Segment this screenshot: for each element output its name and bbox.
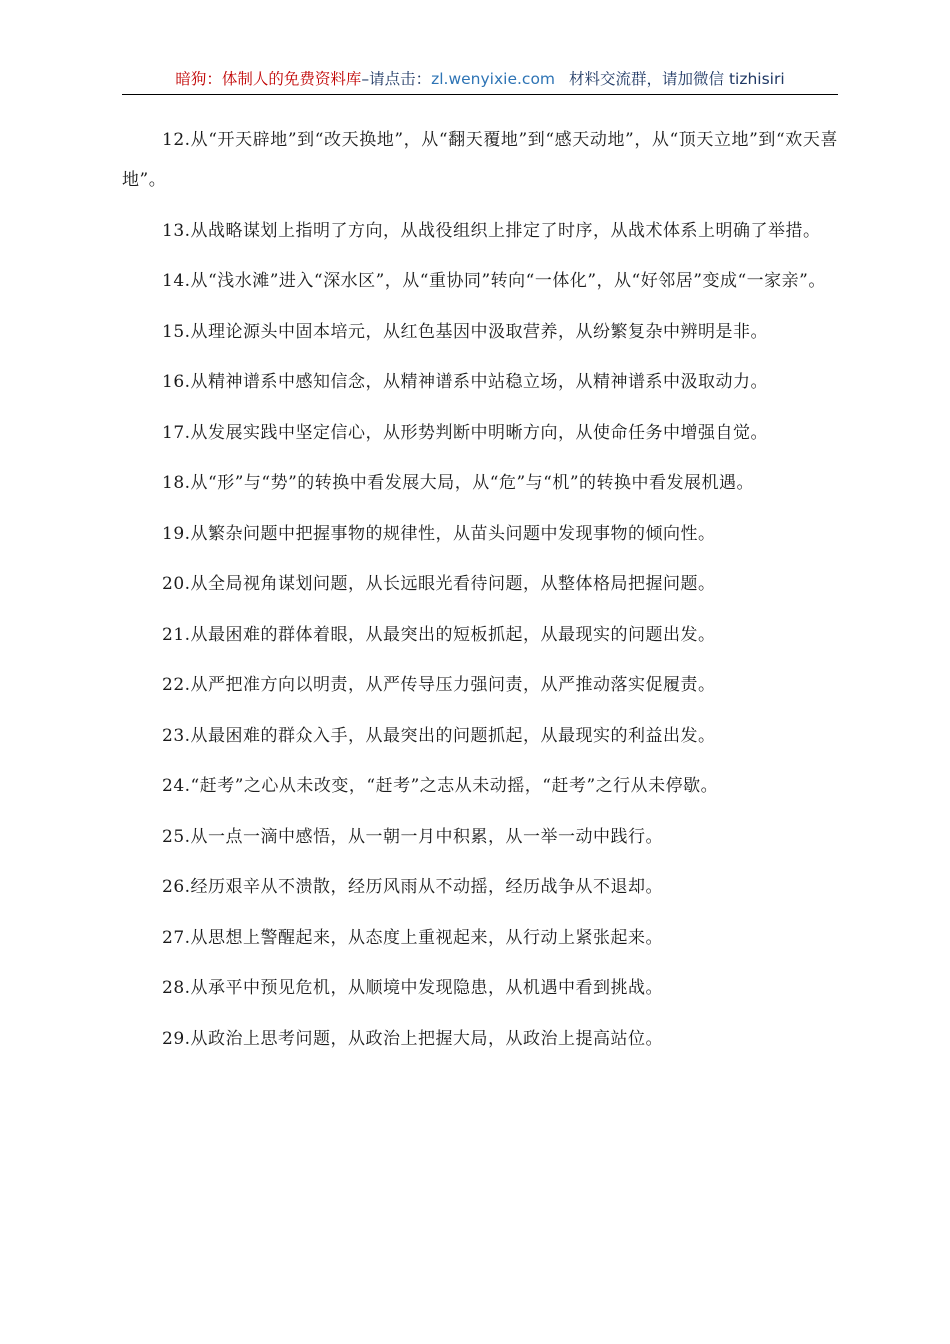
list-item: 21.从最困难的群体着眼，从最突出的短板抓起，从最现实的问题出发。	[162, 624, 716, 645]
header-link[interactable]: zl.wenyixie.com	[431, 70, 556, 88]
list-item: 24.“赶考”之心从未改变，“赶考”之志从未动摇，“赶考”之行从未停歇。	[162, 776, 719, 796]
list-item: 15.从理论源头中固本培元，从红色基因中汲取营养，从纷繁复杂中辨明是非。	[162, 321, 769, 342]
page-header	[122, 66, 838, 95]
list-item: 18.从“形”与“势”的转换中看发展大局，从“危”与“机”的转换中看发展机遇。	[162, 473, 755, 493]
list-item: 29.从政治上思考问题，从政治上把握大局，从政治上提高站位。	[162, 1028, 664, 1049]
list-item: 28.从承平中预见危机，从顺境中发现隐患，从机遇中看到挑战。	[162, 978, 664, 998]
phrase-list	[122, 120, 838, 1069]
list-item: 17.从发展实践中坚定信心，从形势判断中明晰方向，从使命任务中增强自觉。	[162, 422, 769, 443]
list-item: 12.从“开天辟地”到“改天换地”，从“翻天覆地”到“感天动地”，从“顶天立地”到“欢天喜地”。	[122, 130, 838, 190]
list-item: 13.从战略谋划上指明了方向，从战役组织上排定了时序，从战术体系上明确了举措。	[162, 220, 821, 241]
header-brand: 暗狗：体制人的免费资料库	[175, 70, 362, 88]
list-item: 27.从思想上警醒起来，从态度上重视起来，从行动上紧张起来。	[162, 927, 664, 948]
list-item: 23.从最困难的群众入手，从最突出的问题抓起，从最现实的利益出发。	[162, 725, 716, 746]
list-item: 16.从精神谱系中感知信念，从精神谱系中站稳立场，从精神谱系中汲取动力。	[162, 372, 769, 392]
list-item: 19.从繁杂问题中把握事物的规律性，从苗头问题中发现事物的倾向性。	[162, 523, 716, 544]
header-prompt: –请点击：	[361, 70, 432, 88]
list-item: 26.经历艰辛从不溃散，经历风雨从不动摇，经历战争从不退却。	[162, 877, 664, 897]
list-item: 22.从严把准方向以明责，从严传导压力强问责，从严推动落实促履责。	[162, 675, 716, 695]
list-item: 25.从一点一滴中感悟，从一朝一月中积累，从一举一动中践行。	[162, 826, 664, 847]
list-item: 14.从“浅水滩”进入“深水区”，从“重协同”转向“一体化”，从“好邻居”变成“一家亲”。	[162, 271, 826, 291]
header-contact: 材料交流群，请加微信 tizhisiri	[569, 70, 785, 88]
list-item: 20.从全局视角谋划问题，从长远眼光看待问题，从整体格局把握问题。	[162, 574, 716, 594]
